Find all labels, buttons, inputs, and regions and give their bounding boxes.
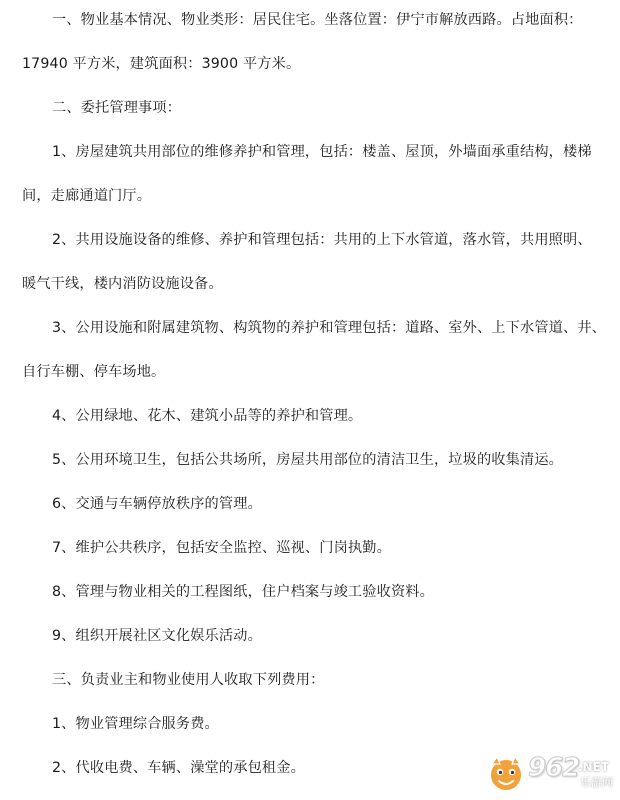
item-4-line: 4、公用绿地、花木、建筑小品等的养护和管理。 (52, 408, 363, 424)
item-7-line: 7、维护公共秩序，包括安全监控、巡视、门岗执勤。 (52, 540, 391, 556)
watermark-suffix: .NET (578, 760, 609, 774)
item-5-line: 5、公用环境卫生，包括公共场所，房屋共用部位的清洁卫生，垃圾的收集清运。 (52, 452, 563, 468)
fee-item-1-line: 1、物业管理综合服务费。 (52, 716, 219, 732)
section-3-heading: 三、负责业主和物业使用人收取下列费用： (52, 672, 325, 688)
item-3-line: 3、公用设施和附属建筑物、构筑物的养护和管理包括：道路、室外、上下水管道、井、 (52, 320, 607, 336)
item-1-line: 1、房屋建筑共用部位的维修养护和管理，包括：楼盖、屋顶，外墙面承重结构，楼梯 (52, 144, 592, 160)
section-2-heading: 二、委托管理事项： (52, 100, 182, 116)
watermark-number: 962 (528, 753, 580, 783)
item-9-line: 9、组织开展社区文化娱乐活动。 (52, 628, 262, 644)
section-1-continuation-line: 17940 平方米，建筑面积：3900 平方米。 (22, 56, 301, 72)
item-6-line: 6、交通与车辆停放秩序的管理。 (52, 496, 262, 512)
section-1-heading-line: 一、物业基本情况、物业类形：居民住宅。坐落位置：伊宁市解放西路。占地面积： (52, 12, 583, 28)
item-3-continuation-line: 自行车棚、停车场地。 (22, 364, 166, 380)
fee-item-2-line: 2、代收电费、车辆、澡堂的承包租金。 (52, 760, 305, 776)
item-2-line: 2、共用设施设备的维修、养护和管理包括：共用的上下水管道，落水管，共用照明、 (52, 232, 592, 248)
item-2-continuation-line: 暖气干线，楼内消防设施设备。 (22, 276, 223, 292)
item-8-line: 8、管理与物业相关的工程图纸，住户档案与竣工验收资料。 (52, 584, 434, 600)
mascot-logo-icon (484, 752, 528, 796)
item-1-continuation-line: 间，走廊通道门厅。 (22, 188, 152, 204)
site-watermark (484, 752, 614, 796)
watermark-site-name: 乐游网 (580, 776, 613, 789)
